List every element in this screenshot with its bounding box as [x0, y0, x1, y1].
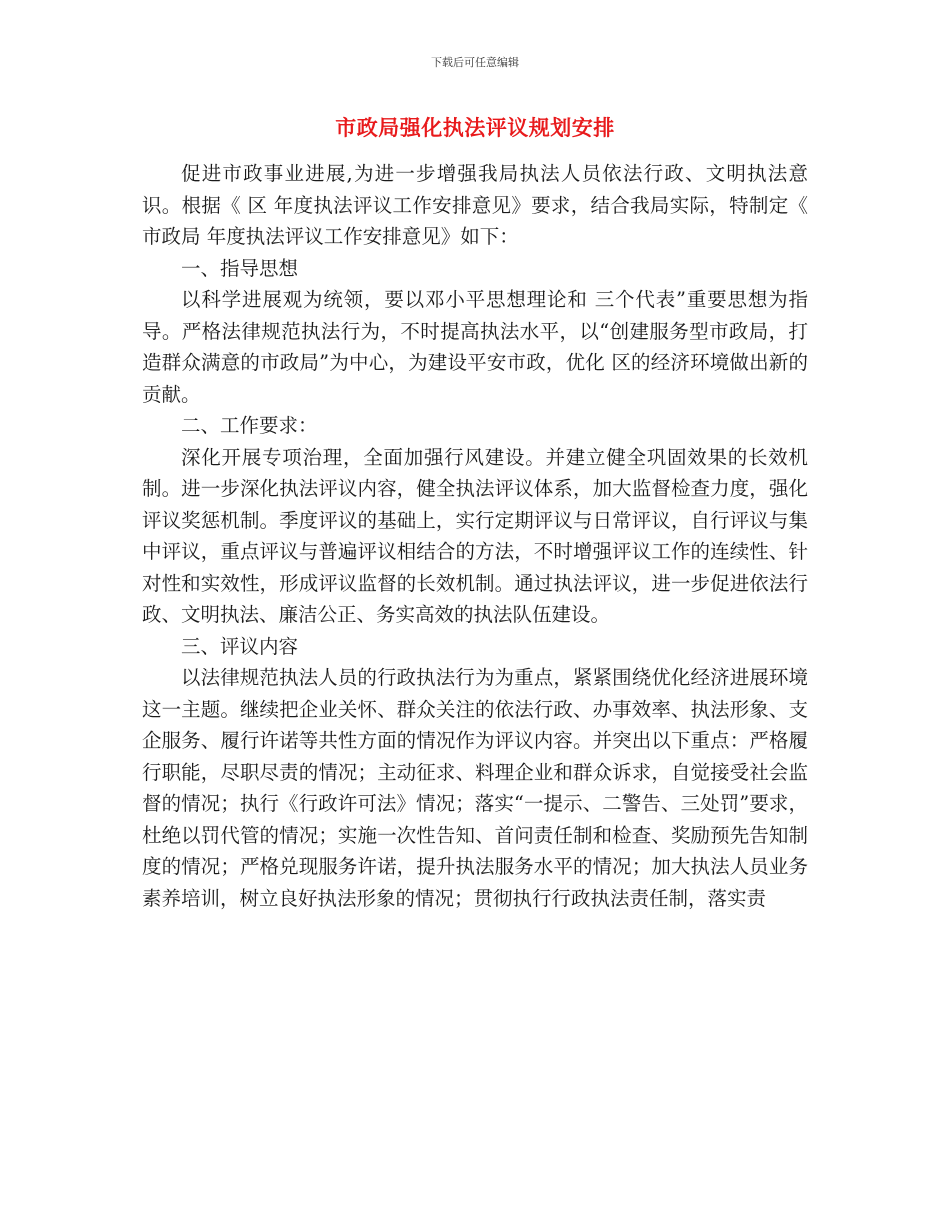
section-heading-evaluation-content: 三、评议内容 — [181, 634, 299, 658]
paragraph-evaluation-content: 以法律规范执法人员的行政执法行为为重点，紧紧围绕优化经济进展环境这一主题。继续把企业关怀、群众关注的依法行政、办事效率、执法形象、支企服务、履行许诺等共性方面的情况作为评议内容。并突出以下重点：严格履行职能，尽职尽责的情况；主动征求、料理企业和群众诉求，自觉接受社会监督的情况；执行《行政许可法》情况；落实“一提示、二警告、三处罚”要求，杜绝以罚代管的情况；实施一次性告知、首问责任制和检查、奖励预先告知制度的情况；严格兑现服务许诺，提升执法服务水平的情况；加大执法人员业务素养培训，树立良好执法形象的情况；贯彻执行行政执法责任制，落实责 — [142, 666, 808, 910]
page-header-note: 下载后可任意编辑 — [431, 56, 519, 69]
document-body — [142, 158, 808, 914]
paragraph-work-requirements: 深化开展专项治理，全面加强行风建设。并建立健全巩固效果的长效机制。进一步深化执法评议内容，健全执法评议体系，加大监督检查力度，强化评议奖惩机制。季度评议的基础上，实行定期评议与日常评议，自行评议与集中评议，重点评议与普遍评议相结合的方法，不时增强评议工作的连续性、针对性和实效性，形成评议监督的长效机制。通过执法评议，进一步促进依法行政、文明执法、廉洁公正、务实高效的执法队伍建设。 — [142, 445, 808, 626]
section-heading-work-requirements: 二、工作要求： — [181, 414, 318, 437]
paragraph-guiding-ideology: 以科学进展观为统领，要以邓小平思想理论和 三个代表”重要思想为指导。严格法律规范执法行为，不时提高执法水平，以“创建服务型市政局，打造群众满意的市政局”为中心，为建设平安市政，优化 区的经济环境做出新的贡献。 — [142, 288, 808, 406]
paragraph-intro: 促进市政事业进展,为进一步增强我局执法人员依法行政、文明执法意识。根据《 区 年度执法评议工作安排意见》要求，结合我局实际，特制定《 市政局 年度执法评议工作安排意见》如下： — [142, 162, 808, 248]
document-title: 市政局强化执法评议规划安排 — [335, 116, 615, 140]
section-heading-guiding-ideology: 一、指导思想 — [181, 256, 299, 280]
